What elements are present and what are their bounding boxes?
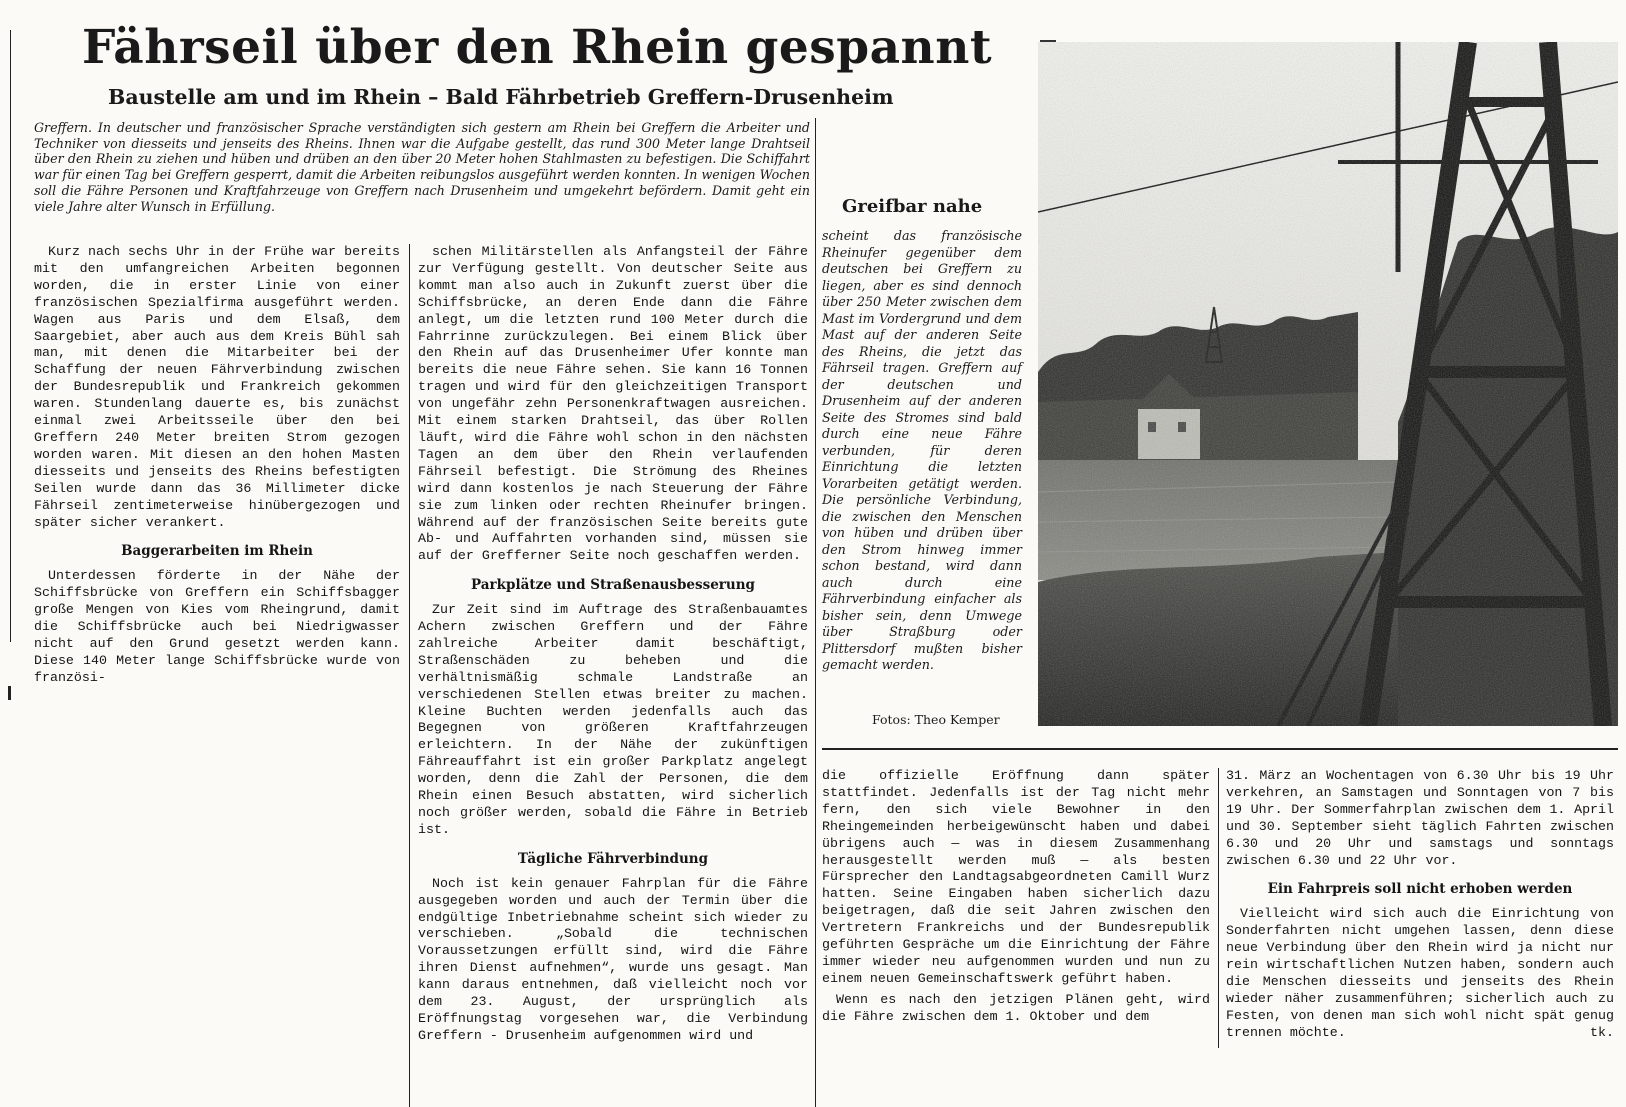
col2-paragraph-3: Noch ist kein genauer Fahrplan für die Fähre ausgegeben worden und auch der Termin über die endgültige Inbetriebnahme scheint sich wieder zu verschieben. „Sobald die technischen Voraussetzungen erfüllt sind, wird die Fähre ihren Dienst aufnehmen“, wurde uns gesagt. Man kann daraus entnehmen, daß vielleicht noch vor dem 23. August, der ursprünglich als Eröffnungstag vorgesehen war, die Verbindung Greffern - Drusenheim aufgenommen wird und xyxy=(418,875,808,1043)
ferry-mast-photo xyxy=(1038,42,1618,726)
left-border-line xyxy=(10,30,11,642)
column-2 xyxy=(418,244,808,1045)
column-divider xyxy=(815,118,816,1107)
photo-credit: Fotos: Theo Kemper xyxy=(872,712,1000,727)
horizontal-rule xyxy=(822,748,1618,750)
col3-paragraph-1: die offizielle Eröffnung dann später stattfindet. Jedenfalls ist der Tag nicht mehr fern, den sich viele Bewohner in den Rheingemeinden herbeigewünscht haben und dabei übrigens auch — was in diesem Zusammenhang herausgestellt werden muß — als besten Fürsprecher den Landtagsabgeordneten Camill Wurz hatten. Seine Eingaben haben sicherlich dazu beigetragen, daß die seit Jahren zwischen den Vertretern Frankreichs und der Bundesrepublik geführten Gespräche um die Einrichtung der Fähre immer wieder neu aufgenommen wurden und nun zu einem neuen Gemeinschaftswerk geführt haben. xyxy=(822,768,1210,986)
column-3 xyxy=(822,768,1210,1026)
photo-caption-text: scheint das französische Rheinufer gegenüber dem deutschen bei Greffern zu liegen, aber es sind dennoch über 250 Meter zwischen dem Mast im Vordergrund und dem Mast auf der anderen Seite des Rheins, die jetzt das Fährseil tragen. Greffern auf der deutschen und Drusenheim auf der anderen Seite des Stromes sind bald durch eine neue Fähre verbunden, für deren Einrichtung die letzten Vorarbeiten getätigt werden. Die persönliche Verbindung, die zwischen den Menschen von hüben und drüben über den Strom hinweg immer schon bestand, wird dann auch durch eine Fährverbindung einfacher als bisher sein, denn Umwege über Straßburg oder Plittersdorf mußten bisher gemacht werden. xyxy=(822,228,1022,672)
column-divider xyxy=(1218,768,1219,1048)
col4-paragraph-1: 31. März an Wochentagen von 6.30 Uhr bis 19 Uhr verkehren, an Samstagen und Sonntagen von 7 bis 19 Uhr. Der Sommerfahrplan zwischen dem 1. April und 30. September sieht täglich Fahrten zwischen 6.30 und 20 Uhr und samstags und sonntags zwischen 6.30 und 22 Uhr vor. xyxy=(1226,768,1614,868)
col4-paragraph-2 xyxy=(1226,906,1614,1041)
column-4 xyxy=(1226,768,1614,1042)
edge-mark xyxy=(8,686,11,700)
col4-paragraph-2-text: Vielleicht wird sich auch die Einrichtung von Sonderfahrten nicht umgehen lassen, denn diese neue Verbindung über den Rhein wird ja nicht nur rein wirtschaftlichen Nutzen haben, sondern auch die Menschen diesseits und jenseits des Rhein wieder näher zusammenführen; sicherlich auch zu Festen, von denen man sich wohl nicht spät genug trennen möchte. xyxy=(1226,906,1614,1040)
col4-subheading: Ein Fahrpreis soll nicht erhoben werden xyxy=(1267,881,1573,898)
intro-paragraph: Greffern. In deutscher und französischer Sprache verständigten sich gestern am Rhein bei Greffern die Arbeiter und Techniker von diesseits und jenseits des Rheins. Ihnen war die Aufgabe gestellt, das rund 300 Meter lange Drahtseil über den Rhein zu ziehen und hüben und drüben an den über 20 Meter hohen Stahlmasten zu befestigen. Die Schiffahrt war für einen Tag bei Greffern gesperrt, damit die Arbeiten reibungslos ausgeführt werden konnten. In wenigen Wochen soll die Fähre Personen und Kraftfahrzeuge von Greffern nach Drusenheim und umgekehrt befördern. Damit geht ein viele Jahre alter Wunsch in Erfüllung. xyxy=(34,120,810,214)
headline: Fährseil über den Rhein gespannt xyxy=(82,20,993,75)
col1-paragraph-2: Unterdessen förderte in der Nähe der Schiffsbrücke von Greffern ein Schiffsbagger große Mengen von Kies vom Rheingrund, damit die Schiffsbrücke auch bei Niedrigwasser nicht auf den Grund gesetzt werden kann. Diese 140 Meter lange Schiffsbrücke wurde von französi- xyxy=(34,568,400,685)
subheadline: Baustelle am und im Rhein – Bald Fährbetrieb Greffern-Drusenheim xyxy=(108,85,894,109)
photo-caption-heading: Greifbar nahe xyxy=(842,196,983,217)
column-divider xyxy=(409,244,410,1107)
col2-paragraph-1: schen Militärstellen als Anfangsteil der Fähre zur Verfügung gestellt. Von deutscher Seite aus kommt man also auch in Zukunft zuerst über die Schiffsbrücke, an deren Ende dann die Fähre anlegt, um die letzten rund 100 Meter durch die Fahrrinne zurückzulegen. Bei einem Blick über den Rhein auf das Drusenheimer Ufer konnte man bereits die neue Fähre sehen. Sie kann 16 Tonnen tragen und wird für den gleichzeitigen Transport von ungefähr zehn Personenkraftwagen ausreichen. Mit einem starken Drahtseil, das über Rollen läuft, wird die Fähre wohl schon in den nächsten Tagen an dem über den Rhein verlaufenden Fährseil befestigt. Die Strömung des Rheines wird dann kostenlos je nach Steuerung der Fähre sie zum linken oder rechten Rheinufer bringen. Während auf der französischen Seite bereits gute Ab- und Auffahrten vorhanden sind, müssen sie auf der Grefferner Seite noch geschaffen werden. xyxy=(418,244,808,564)
col2-subheading-1: Parkplätze und Straßenausbesserung xyxy=(471,577,755,594)
print-mark xyxy=(1040,40,1056,42)
col2-paragraph-2: Zur Zeit sind im Auftrage des Straßenbauamtes Achern zwischen Greffern und der Fähre zahlreiche Arbeiter damit beschäftigt, Straßenschäden zu beheben und die verhältnismäßig schmale Landstraße an verschiedenen Stellen etwas breiter zu machen. Kleine Buchten werden jedenfalls auch das Begegnen von größeren Kraftfahrzeugen erleichtern. In der Nähe der zukünftigen Fähreauffahrt ist ein großer Parkplatz angelegt worden, denn die Zahl der Personen, die dem Rhein einen Besuch abstatten, wird sicherlich noch größer werden, sobald die Fähre in Betrieb ist. xyxy=(418,602,808,837)
col2-subheading-2: Tägliche Fährverbindung xyxy=(517,850,709,867)
column-1 xyxy=(34,244,400,687)
col1-paragraph-1: Kurz nach sechs Uhr in der Frühe war bereits mit den umfangreichen Arbeiten begonnen worden, die in erster Linie von einer französischen Spezialfirma ausgeführt werden. Wagen aus Paris und dem Elsaß, dem Saargebiet, aber auch aus dem Kreis Bühl sah man, mit denen die Mitarbeiter bei der Schaffung der neuen Fährverbindung zwischen der Bundesrepublik und Frankreich gekommen waren. Stundenlang dauerte es, bis zunächst einmal zwei Arbeitsseile über den bei Greffern 240 Meter breiten Strom gezogen worden waren. Mit diesen an den hohen Masten diesseits und jenseits des Rheins befestigten Seilen wurde dann das 36 Millimeter dicke Fährseil zentimeterweise hinübergezogen und später sicher verankert. xyxy=(34,244,400,530)
author-signature: tk. xyxy=(1590,1024,1614,1040)
col1-subheading: Baggerarbeiten im Rhein xyxy=(121,543,313,560)
col3-paragraph-2: Wenn es nach den jetzigen Plänen geht, wird die Fähre zwischen dem 1. Oktober und dem xyxy=(822,991,1210,1024)
